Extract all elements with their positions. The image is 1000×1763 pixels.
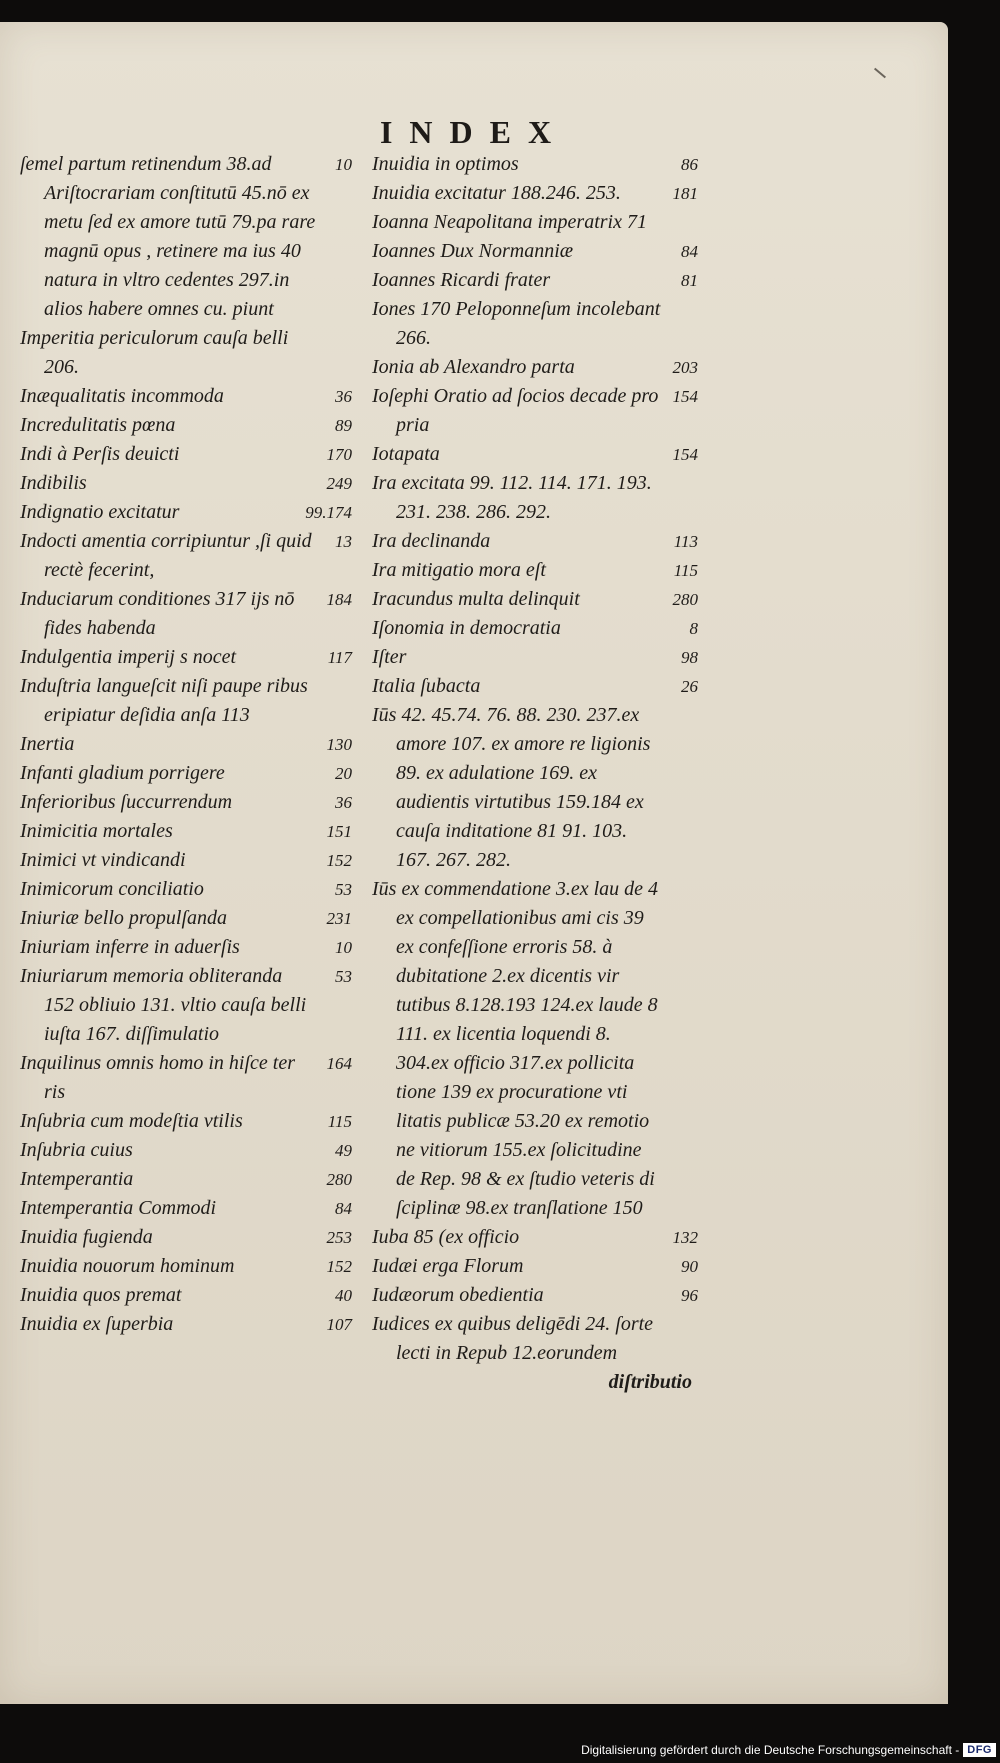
index-entry [372,1252,698,1281]
index-entry-text: Ira declinanda [372,530,491,552]
index-entry [20,1049,352,1107]
index-entry-page: 231 [326,909,352,928]
index-entry-text: ſemel partum retinendum 38.ad Ariſtocrariam conſtitutū 45.nō ex metu ſed ex amore tutū 79.pa rare magnū opus , retinere ma ius 40 natura in vltro cedentes 297.in alios habere omnes cu. piunt [20,153,321,320]
index-entry [20,1223,352,1252]
index-entry [372,701,698,875]
index-entry-text: Ioannes Dux Normanniæ [372,240,574,262]
index-entry-text: Inuidia in optimos [372,153,519,175]
index-entry-page: 154 [672,445,698,464]
index-entry-text: Intemperantia Commodi [20,1197,217,1219]
index-entry [20,672,352,730]
index-entry-text: Inferioribus ſuccurrendum [20,791,233,813]
index-entry [20,1252,352,1281]
index-entry-text: Indi à Perſis deuicti [20,443,180,465]
index-entry-text: Infanti gladium porrigere [20,762,225,784]
index-column-right [372,150,698,1397]
index-entry-text: Inimicorum conciliatio [20,878,204,900]
index-entry-text: Ioanna Neapolitana imperatrix 71 [372,211,647,233]
index-entry [20,643,352,672]
index-entry-text: Iones 170 Peloponneſum incolebant 266. [372,298,666,349]
index-entry [372,1310,698,1368]
index-entry-text: Inimici vt vindicandi [20,849,186,871]
index-entry [20,1194,352,1223]
index-entry-page: 13 [335,532,352,551]
index-entry [372,353,698,382]
index-entry [20,759,352,788]
credit-text: Digitalisierung gefördert durch die Deutsche Forschungsgemeinschaft - [581,1743,960,1757]
index-entry-text: Iudices ex quibus deligēdi 24. ſorte lecti in Repub 12.eorundem [372,1313,659,1364]
index-entry [372,382,698,440]
index-entry [20,150,352,324]
index-entry [20,469,352,498]
index-entry [20,1281,352,1310]
index-entry-text: Induſtria langueſcit niſi paupe ribus eripiatur deſidia anſa 113 [20,675,313,726]
index-entry [20,527,352,585]
index-entry-text: Iūs ex commendatione 3.ex lau de 4 ex compellationibus ami cis 39 ex confeſſione erroris 58. à dubitatione 2.ex dicentis vir tutibus 8.128.193 124.ex laude 8 111. ex licentia loquendi 8. 304.ex officio 317.ex pollicita tione 139 ex procuratione vti litatis publicæ 53.20 ex remotio ne vitiorum 155.ex ſolicitudine de Rep. 98 & ex ſtudio veteris di ſciplinæ 98.ex tranſlatione 150 [372,878,664,1219]
index-entry-page: 89 [335,416,352,435]
index-entry [20,411,352,440]
index-entry-text: Inquilinus omnis homo in hiſce ter ris [20,1052,300,1103]
index-entry-page: 10 [335,938,352,957]
index-entry [372,585,698,614]
index-entry-text: Iſonomia in democratia [372,617,561,639]
index-entry-page: 117 [327,648,352,667]
index-entry [20,962,352,1049]
index-entry [20,1165,352,1194]
index-entry-text: Ioſephi Oratio ad ſocios decade pro pria [372,385,664,436]
index-entry [20,1107,352,1136]
index-entry-page: 107 [326,1315,352,1334]
index-entry-page: 49 [335,1141,352,1160]
dfg-logo: DFG [963,1743,996,1757]
page-blemish [874,68,886,79]
index-entry-text: Iudæi erga Florum [372,1255,524,1277]
index-entry [372,237,698,266]
index-entry-text: Ira mitigatio mora eſt [372,559,546,581]
index-entry-page: 26 [681,677,698,696]
index-entry [372,1223,698,1252]
index-entry [20,440,352,469]
index-entry-page: 249 [326,474,352,493]
index-entry-page: 164 [326,1054,352,1073]
index-continuation: diſtributio [608,1371,692,1393]
index-entry-page: 98 [681,648,698,667]
index-entry-page: 151 [326,822,352,841]
index-entry [20,1310,352,1339]
index-entry-text: Induciarum conditiones 317 ijs nō fides habenda [20,588,300,639]
page-title: INDEX [379,114,569,150]
index-entry-page: 8 [689,619,698,638]
index-entry [372,440,698,469]
index-entry-text: Inæqualitatis incommoda [20,385,224,407]
index-entry-text: Ionia ab Alexandro parta [372,356,575,378]
index-entry [20,846,352,875]
index-entry-page: 53 [335,880,352,899]
index-entry-text: Incredulitatis pœna [20,414,176,436]
index-entry [372,875,698,1223]
index-entry-text: Inuidia fugienda [20,1226,153,1248]
index-entry-text: Iniuriarum memoria obliteranda 152 obliuio 131. vltio cauſa belli iuſta 167. diſſimulatio [20,965,312,1045]
index-entry [372,1281,698,1310]
index-entry [372,208,698,237]
index-entry-page: 10 [335,155,352,174]
index-entry [372,150,698,179]
index-entry-text: Inuidia quos premat [20,1284,182,1306]
index-entry-text: Iotapata [372,443,440,465]
index-entry [372,643,698,672]
index-entry [372,469,698,527]
index-entry-page: 86 [681,155,698,174]
index-entry-page: 184 [326,590,352,609]
index-entry-text: Ioannes Ricardi frater [372,269,551,291]
index-entry-text: Ira excitata 99. 112. 114. 171. 193. 231. 238. 286. 292. [372,472,657,523]
index-entry [20,498,352,527]
index-entry [372,179,698,208]
index-entry-text: Inertia [20,733,75,755]
index-entry-page: 20 [335,764,352,783]
index-entry-page: 130 [326,735,352,754]
index-entry [20,817,352,846]
index-column-left [20,150,352,1339]
index-entry-page: 170 [326,445,352,464]
index-entry-page: 84 [335,1199,352,1218]
index-entry-text: Inuidia excitatur 188.246. 253. [372,182,621,204]
index-entry-text: Inuidia ex ſuperbia [20,1313,174,1335]
index-entry [372,266,698,295]
index-entry [20,324,352,382]
index-entry-page: 96 [681,1286,698,1305]
index-entry-text: Iniuriam inferre in aduerſis [20,936,240,958]
index-entry-page: 99.174 [305,503,352,522]
index-entry-page: 154 [672,387,698,406]
index-entry-page: 181 [672,184,698,203]
index-entry-page: 152 [326,851,352,870]
index-entry-text: Indibilis [20,472,87,494]
index-entry [372,295,698,353]
index-entry-text: Indulgentia imperij s nocet [20,646,237,668]
index-entry-text: Iſter [372,646,407,668]
index-entry-text: Iudæorum obedientia [372,1284,544,1306]
index-entry-page: 90 [681,1257,698,1276]
index-entry-page: 81 [681,271,698,290]
index-entry-page: 115 [327,1112,352,1131]
index-entry-page: 253 [326,1228,352,1247]
index-entry-page: 113 [673,532,698,551]
index-entry-page: 53 [335,967,352,986]
index-entry-text: Iracundus multa delinquit [372,588,580,610]
index-entry-page: 36 [335,793,352,812]
index-entry [20,788,352,817]
index-entry [372,672,698,701]
index-entry-text: Iuba 85 (ex officio [372,1226,520,1248]
index-entry [20,904,352,933]
index-entry [20,382,352,411]
index-entry [20,585,352,643]
index-entry [372,556,698,585]
index-entry [20,875,352,904]
index-entry-text: Imperitia periculorum cauſa belli 206. [20,327,294,378]
index-entry-page: 132 [672,1228,698,1247]
index-entry-text: Iniuriæ bello propulſanda [20,907,228,929]
index-entry-text: Iūs 42. 45.74. 76. 88. 230. 237.ex amore 107. ex amore re ligionis 89. ex adulatione 169. ex audientis virtutibus 159.184 ex cauſa inditatione 81 91. 103. 167. 267. 282. [372,704,656,871]
index-entry-text: Intemperantia [20,1168,134,1190]
index-entry-page: 36 [335,387,352,406]
index-entry-page: 115 [673,561,698,580]
digitization-credit [581,1739,1000,1761]
index-entry-text: Indignatio excitatur [20,501,180,523]
index-entry-text: Italia ſubacta [372,675,481,697]
index-entry [372,527,698,556]
index-entry [372,614,698,643]
book-page [0,22,948,1704]
index-entry-text: Inſubria cuius [20,1139,133,1161]
index-entry-text: Inſubria cum modeſtia vtilis [20,1110,243,1132]
index-entry-page: 84 [681,242,698,261]
index-entry [20,730,352,759]
index-entry-page: 280 [672,590,698,609]
index-entry [20,1136,352,1165]
index-entry-page: 40 [335,1286,352,1305]
index-entry-page: 152 [326,1257,352,1276]
index-entry [20,933,352,962]
index-entry-text: Indocti amentia corripiuntur ,ſi quid rectè fecerint, [20,530,317,581]
index-entry-page: 280 [326,1170,352,1189]
index-entry-text: Inuidia nouorum hominum [20,1255,235,1277]
index-entry-page: 203 [672,358,698,377]
index-entry-text: Inimicitia mortales [20,820,173,842]
